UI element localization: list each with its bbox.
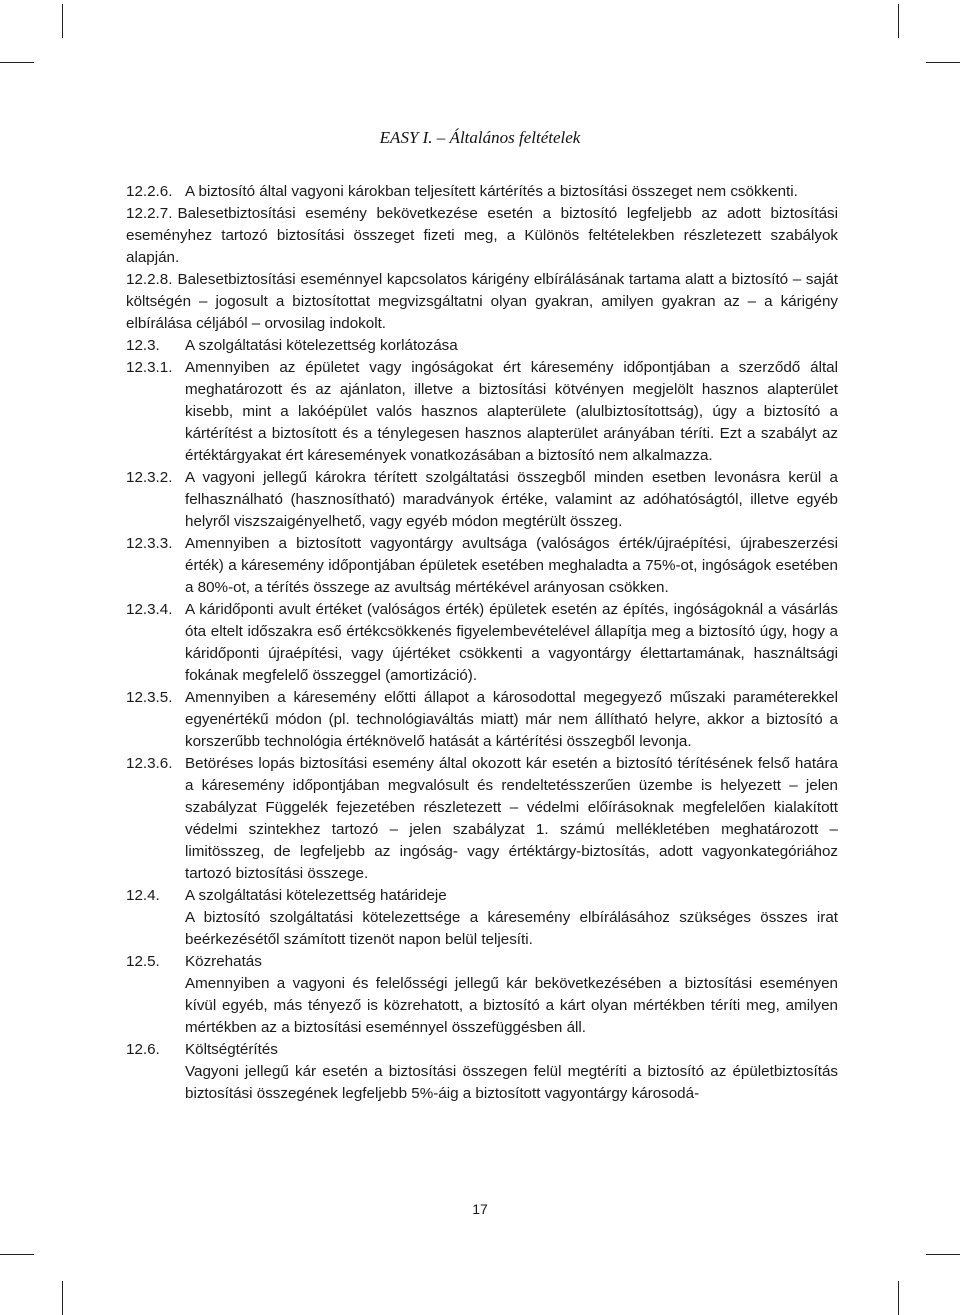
section-number: 12.3.4. bbox=[126, 601, 173, 618]
section-text: A vagyoni jellegű károkra térített szolgáltatási összegből minden esetben levonásra kerül a felhasználható (hasznosítható) maradványok értéke, valamint az adóhatóságtól, illetve egyéb helyről viszszaigényelhető, vagy egyéb módon megtérült összeg. bbox=[185, 469, 838, 530]
section-heading: A szolgáltatási kötelezettség határideje bbox=[185, 887, 447, 904]
page-number: 17 bbox=[472, 1201, 488, 1217]
section-text: Amennyiben a biztosított vagyontárgy avultsága (valóságos érték/újraépítési, újrabeszerzési érték) a káresemény időpontjában épületek esetében meghaladta a 75%-ot, ingóságok esetében a 80%-ot, a térítés összege az avultság mértékével arányosan csökken. bbox=[185, 535, 838, 596]
section-12-3-4 bbox=[126, 599, 838, 687]
crop-mark bbox=[926, 1254, 960, 1255]
section-12-2-6 bbox=[126, 181, 838, 203]
section-text: Balesetbiztosítási esemény bekövetkezése esetén a biztosító legfeljebb az adott biztosítási eseményhez tartozó biztosítási összeget fizeti meg, a Különös feltételekben részletezett szabályok alapján. bbox=[126, 205, 838, 266]
crop-mark bbox=[62, 4, 63, 38]
section-12-6 bbox=[126, 1039, 838, 1061]
section-number: 12.2.8. bbox=[126, 271, 173, 288]
document-body bbox=[126, 181, 838, 1105]
section-heading: Közrehatás bbox=[185, 953, 262, 970]
section-12-3-3 bbox=[126, 533, 838, 599]
crop-mark bbox=[62, 1281, 63, 1315]
section-body: A biztosító szolgáltatási kötelezettsége a káresemény elbírálásához szükséges összes irat beérkezésétől számított tizenöt napon belül teljesíti. bbox=[185, 909, 838, 948]
section-text: A káridőponti avult értéket (valóságos érték) épületek esetén az építés, ingóságoknál a vásárlás óta eltelt időszakra eső értékcsökkenés figyelembevételével állapítja meg a biztosító úgy, hogy a káridőponti újraépítési, vagy újértéket csökkenti a vagyontárgy élettartamának, használtsági fokának megfelelő összeggel (amortizáció). bbox=[185, 601, 838, 684]
section-number: 12.6. bbox=[126, 1041, 160, 1058]
crop-mark bbox=[926, 62, 960, 63]
crop-mark bbox=[0, 62, 34, 63]
section-12-2-7 bbox=[126, 203, 838, 269]
section-number: 12.5. bbox=[126, 953, 160, 970]
section-12-4 bbox=[126, 885, 838, 907]
section-number: 12.3.3. bbox=[126, 535, 173, 552]
section-number: 12.3.5. bbox=[126, 689, 173, 706]
section-number: 12.3.1. bbox=[126, 359, 173, 376]
section-number: 12.2.7. bbox=[126, 205, 173, 222]
section-text: A biztosító által vagyoni károkban teljesített kártérítés a biztosítási összeget nem csökkenti. bbox=[185, 183, 798, 200]
section-number: 12.3.2. bbox=[126, 469, 173, 486]
section-12-3 bbox=[126, 335, 838, 357]
section-12-5 bbox=[126, 951, 838, 973]
section-body: Amennyiben a vagyoni és felelősségi jellegű kár bekövetkezésében a biztosítási eseményen kívül egyéb, más tényező is közrehatott, a biztosító a kárt olyan mértékben téríti meg, amilyen mértékben az a biztosítási eseménnyel összefüggésben áll. bbox=[185, 975, 838, 1036]
section-heading: A szolgáltatási kötelezettség korlátozása bbox=[185, 337, 458, 354]
section-text: Balesetbiztosítási eseménnyel kapcsolatos kárigény elbírálásának tartama alatt a biztosító – saját költségén – jogosult a biztosítottat megvizsgáltatni olyan gyakran, amilyen gyakran az – a kárigény elbírálása céljából – orvosilag indokolt. bbox=[126, 271, 838, 332]
section-12-3-2 bbox=[126, 467, 838, 533]
section-12-3-5 bbox=[126, 687, 838, 753]
section-12-3-1 bbox=[126, 357, 838, 467]
section-text: Betöréses lopás biztosítási esemény által okozott kár esetén a biztosító térítésének felső határa a káresemény időpontjában megvalósult és rendeltetésszerűen üzembe is helyezett – jelen szabályzat Függelék fejezetében részletezett – védelmi előírásoknak megfelelően kialakított védelmi szintekhez tartozó – jelen szabályzat 1. számú mellékletében meghatározott – limitösszeg, de legfeljebb az ingóság- vagy értéktárgy-biztosítás, adott vagyonkategóriához tartozó biztosítási összege. bbox=[185, 755, 838, 882]
section-heading: Költségtérítés bbox=[185, 1041, 278, 1058]
section-12-3-6 bbox=[126, 753, 838, 885]
section-number: 12.3. bbox=[126, 337, 160, 354]
section-number: 12.4. bbox=[126, 887, 160, 904]
section-12-2-8 bbox=[126, 269, 838, 335]
page-header: EASY I. – Általános feltételek bbox=[379, 128, 581, 147]
crop-mark bbox=[0, 1254, 34, 1255]
crop-mark bbox=[898, 1281, 899, 1315]
section-text: Amennyiben a káresemény előtti állapot a károsodottal megegyező műszaki paraméterekkel egyenértékű módon (pl. technológiaváltás miatt) már nem állítható helyre, akkor a biztosító a korszerűbb technológia értéknövelő hatását a kártérítési összegből levonja. bbox=[185, 689, 838, 750]
section-number: 12.2.6. bbox=[126, 183, 173, 200]
section-number: 12.3.6. bbox=[126, 755, 173, 772]
crop-mark bbox=[898, 4, 899, 38]
section-body: Vagyoni jellegű kár esetén a biztosítási összegen felül megtéríti a biztosító az épületbiztosítás biztosítási összegének legfeljebb 5%-áig a biztosított vagyontárgy károsodá- bbox=[185, 1063, 838, 1102]
section-text: Amennyiben az épületet vagy ingóságokat ért káresemény időpontjában a szerződő által meghatározott és az ajánlaton, illetve a biztosítási kötvényen megjelölt hasznos alapterület kisebb, mint a lakóépület valós hasznos alapterülete (alulbiztosítottság), úgy a biztosító a kártérítést a biztosított és a ténylegesen hasznos alapterület arányában téríti. Ezt a szabályt az értéktárgyakat ért káresemények vonatkozásában a biztosító nem alkalmazza. bbox=[185, 359, 838, 464]
